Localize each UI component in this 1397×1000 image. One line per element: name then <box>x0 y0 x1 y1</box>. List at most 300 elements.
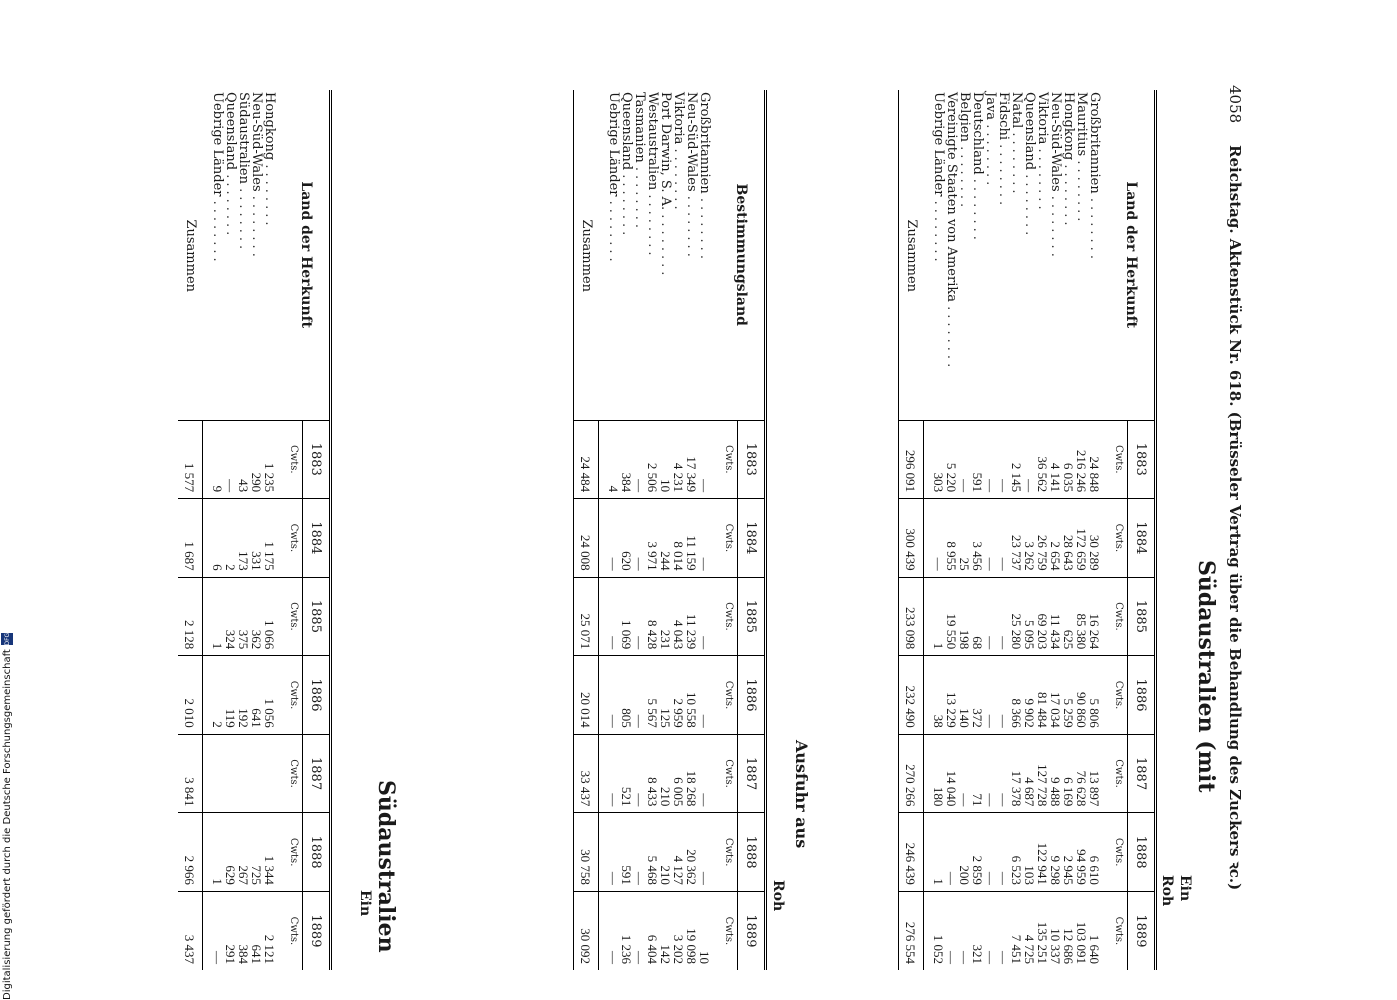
table-cell: — <box>633 891 646 970</box>
table-cell: 76 628 <box>1075 734 1088 813</box>
table-cell: 10 <box>659 420 672 499</box>
unit-label: Cwts. <box>719 656 738 735</box>
table-cell: 805 <box>620 656 633 735</box>
table-cell: — <box>958 891 971 970</box>
row-label: Uebrige Länder <box>210 92 225 197</box>
table-cell: 1 056 <box>263 656 276 735</box>
row-label: Südaustralien <box>236 92 251 184</box>
year-header: 1889 <box>1128 891 1156 970</box>
table-cell: — <box>945 813 958 892</box>
table-row: Westaustralien ........ 2 506 3 971 8 428 5 567 8 433 5 468 6 404 <box>646 90 659 970</box>
table-cell: 119 <box>224 656 237 735</box>
table-cell: — <box>932 499 945 578</box>
table-cell: 6 005 <box>672 734 685 813</box>
table-cell <box>211 734 224 813</box>
table-cell: 142 <box>659 891 672 970</box>
table-cell: 5 259 <box>1062 656 1075 735</box>
table-cell: 4 <box>607 420 620 499</box>
table-cell: 2 <box>211 656 224 735</box>
row-label: Deutschland <box>970 92 985 175</box>
row-label: Tasmanien <box>632 92 647 163</box>
table-cell: — <box>607 577 620 656</box>
year-header: 1888 <box>303 813 331 892</box>
table-cell: — <box>997 734 1010 813</box>
table-cell: 12 686 <box>1062 891 1075 970</box>
table-cell: 267 <box>237 813 250 892</box>
total-cell: 1 687 <box>178 499 203 578</box>
table-cell: — <box>211 891 224 970</box>
table-row: Port Darwin, S. A. ........ 10 244 231 125 210 210 142 <box>659 90 672 970</box>
row-label: Hongkong <box>1061 92 1076 161</box>
table-cell: 210 <box>659 734 672 813</box>
table-cell: 103 <box>1023 813 1036 892</box>
table-cell: 291 <box>224 891 237 970</box>
table-cell: 1 <box>211 577 224 656</box>
table-cell: 140 <box>958 656 971 735</box>
funding-text: Digitalisierung gefördert durch die Deutsche Forschungsgemeinschaft <box>1 649 13 1000</box>
total-label: Zusammen <box>182 219 198 293</box>
table-cell: 384 <box>620 420 633 499</box>
table-cell: 14 040 <box>945 734 958 813</box>
table-cell <box>263 734 276 813</box>
table-row: Queensland ........ — 3 262 5 095 9 902 4 687 103 4 725 <box>1023 90 1036 970</box>
year-header: 1889 <box>303 891 331 970</box>
table-cell: 81 484 <box>1036 656 1049 735</box>
table-row: Neu-Süd-Wales ........ 17 349 11 159 11 239 10 558 18 268 20 362 19 098 <box>685 90 698 970</box>
unit-label: Cwts. <box>719 813 738 892</box>
table-cell: — <box>945 891 958 970</box>
label-header: Land der Herkunft <box>1123 181 1140 329</box>
table-cell: 200 <box>958 813 971 892</box>
table-cell: 2 506 <box>646 420 659 499</box>
table-row: Neu-Süd-Wales ........ 290 331 362 641 725 641 <box>250 90 263 970</box>
row-label: Fidschi <box>996 92 1011 140</box>
table-cell: 19 098 <box>685 891 698 970</box>
table-cell: 11 239 <box>685 577 698 656</box>
table-cell: 2 <box>224 499 237 578</box>
table-cell: — <box>958 420 971 499</box>
table-cell: — <box>633 734 646 813</box>
year-header: 1887 <box>1128 734 1156 813</box>
table-cell: 641 <box>250 656 263 735</box>
table-cell: — <box>997 499 1010 578</box>
table-cell: 6 035 <box>1062 420 1075 499</box>
table-cell: — <box>224 420 237 499</box>
table-row: Uebrige Länder ........ 4 — — — — — — <box>607 90 620 970</box>
table-cell: 2 859 <box>971 813 984 892</box>
unit-label: Cwts. <box>284 420 303 499</box>
table-cell: 1 052 <box>932 891 945 970</box>
table-cell: 1 235 <box>263 420 276 499</box>
page-header <box>1223 85 1247 965</box>
table-cell: — <box>984 420 997 499</box>
unit-label: Cwts. <box>719 577 738 656</box>
table-cell: — <box>984 813 997 892</box>
year-header: 1885 <box>1128 577 1156 656</box>
table-cell: 372 <box>971 656 984 735</box>
total-cell: 30 758 <box>574 813 599 892</box>
table-cell: 173 <box>237 499 250 578</box>
table-cell: 25 <box>958 499 971 578</box>
table-cell: 103 091 <box>1075 891 1088 970</box>
label-header: Bestimmungsland <box>733 183 750 326</box>
table-cell: 290 <box>250 420 263 499</box>
unit-label: Cwts. <box>284 813 303 892</box>
total-cell: 25 071 <box>574 577 599 656</box>
table-cell: — <box>607 499 620 578</box>
table-cell: 13 897 <box>1088 734 1101 813</box>
table-cell: 9 488 <box>1049 734 1062 813</box>
table-row: Queensland ........ — 2 324 119 629 291 <box>224 90 237 970</box>
table-cell: 591 <box>620 813 633 892</box>
row-label: Queensland <box>1022 92 1037 171</box>
year-header: 1884 <box>1128 499 1156 578</box>
table-cell: — <box>698 420 711 499</box>
total-cell: 300 439 <box>899 499 924 578</box>
table-cell: 180 <box>932 734 945 813</box>
total-cell: 2 010 <box>178 656 203 735</box>
table-cell: 17 349 <box>685 420 698 499</box>
table-cell: — <box>984 891 997 970</box>
table-cell: — <box>607 891 620 970</box>
total-row <box>178 90 203 970</box>
table-cell: 68 <box>971 577 984 656</box>
total-cell: 2 966 <box>178 813 203 892</box>
table-cell: — <box>997 656 1010 735</box>
table-cell: 2 121 <box>263 891 276 970</box>
table-cell: 85 380 <box>1075 577 1088 656</box>
table-cell: 629 <box>224 813 237 892</box>
table-cell: — <box>958 734 971 813</box>
total-cell: 24 008 <box>574 499 599 578</box>
unit-label: Cwts. <box>284 891 303 970</box>
row-label: Port Darwin, S. A. <box>658 92 673 211</box>
total-cell: 3 841 <box>178 734 203 813</box>
table-cell: 321 <box>971 891 984 970</box>
year-header: 1886 <box>738 656 766 735</box>
total-cell: 20 014 <box>574 656 599 735</box>
unit-label: Cwts. <box>719 891 738 970</box>
table-cell: 18 268 <box>685 734 698 813</box>
funding-note <box>0 605 14 1000</box>
table-cell: 172 659 <box>1075 499 1088 578</box>
table-cell: 16 264 <box>1088 577 1101 656</box>
table-cell: 69 203 <box>1036 577 1049 656</box>
table-cell: 9 298 <box>1049 813 1062 892</box>
table-cell: — <box>633 813 646 892</box>
year-header: 1886 <box>303 656 331 735</box>
section2-subtitle: Roh <box>770 880 786 912</box>
unit-label: Cwts. <box>1109 499 1128 578</box>
table-cell: 1 <box>932 813 945 892</box>
table-cell: 30 289 <box>1088 499 1101 578</box>
table-cell: 216 246 <box>1075 420 1088 499</box>
table-cell <box>250 734 263 813</box>
table-row: Mauritius ........ 216 246 172 659 85 380 90 860 76 628 94 959 103 091 <box>1075 90 1088 970</box>
table-cell: 641 <box>250 891 263 970</box>
total-cell: 232 490 <box>899 656 924 735</box>
row-label: Großbritannien <box>1087 92 1102 194</box>
year-header: 1884 <box>303 499 331 578</box>
table-row: Natal ........ 2 145 23 737 25 280 8 366 17 378 6 523 7 451 <box>1010 90 1023 970</box>
year-header: 1888 <box>738 813 766 892</box>
table-cell <box>224 734 237 813</box>
table-cell: 1 236 <box>620 891 633 970</box>
table-cell: 17 034 <box>1049 656 1062 735</box>
table-cell: 384 <box>237 891 250 970</box>
export-table <box>573 90 767 970</box>
table-cell: 36 562 <box>1036 420 1049 499</box>
table-row: Belgien ........ — 25 198 140 — 200 — <box>958 90 971 970</box>
table-row: Fidschi ........ — — — — — — — <box>997 90 1010 970</box>
table-cell: 244 <box>659 499 672 578</box>
section2-title: Ausfuhr aus <box>792 740 811 849</box>
row-label: Belgien <box>957 92 972 142</box>
table-cell: 620 <box>620 499 633 578</box>
table-cell: 28 643 <box>1062 499 1075 578</box>
table-cell: 4 687 <box>1023 734 1036 813</box>
table-cell: — <box>607 813 620 892</box>
table-cell: — <box>698 499 711 578</box>
year-header: 1885 <box>303 577 331 656</box>
table-cell: 4 043 <box>672 577 685 656</box>
table-cell: 3 456 <box>971 499 984 578</box>
section1-subtitle2: Roh <box>1159 875 1175 907</box>
row-label: Neu-Süd-Wales <box>684 92 699 192</box>
total-cell: 246 439 <box>899 813 924 892</box>
table-cell: 90 860 <box>1075 656 1088 735</box>
unit-label: Cwts. <box>1109 734 1128 813</box>
year-header: 1887 <box>738 734 766 813</box>
table-cell: — <box>633 420 646 499</box>
table-row: Viktoria ........ 4 231 8 014 4 043 2 959 6 005 4 127 3 202 <box>672 90 685 970</box>
table-row: Neu-Süd-Wales ........ 4 141 2 654 11 434 17 034 9 488 9 298 10 337 <box>1049 90 1062 970</box>
unit-label: Cwts. <box>284 656 303 735</box>
table-cell: 8 428 <box>646 577 659 656</box>
table-cell: 4 141 <box>1049 420 1062 499</box>
unit-label: Cwts. <box>284 577 303 656</box>
year-header: 1886 <box>1128 656 1156 735</box>
row-label: Großbritannien <box>697 92 712 194</box>
unit-label: Cwts. <box>1109 577 1128 656</box>
table-cell: 5 806 <box>1088 656 1101 735</box>
table-cell: 5 468 <box>646 813 659 892</box>
total-row <box>899 90 924 970</box>
row-label: Uebrige Länder <box>931 92 946 197</box>
table-cell: 19 550 <box>945 577 958 656</box>
table-cell: 2 945 <box>1062 813 1075 892</box>
table-cell: 625 <box>1062 577 1075 656</box>
table-cell: 4 231 <box>672 420 685 499</box>
table-row: Deutschland ........ 591 3 456 68 372 71 2 859 321 <box>971 90 984 970</box>
table-cell: — <box>698 656 711 735</box>
table-row: Großbritannien ........ 24 848 30 289 16 264 5 806 13 897 6 610 1 640 <box>1088 90 1101 970</box>
table-cell: — <box>997 577 1010 656</box>
table-cell: 125 <box>659 656 672 735</box>
table-cell: 6 610 <box>1088 813 1101 892</box>
section3-title: Südaustralien <box>373 780 399 953</box>
table-cell: 1 344 <box>263 813 276 892</box>
table-cell: 6 404 <box>646 891 659 970</box>
table-cell: 1 069 <box>620 577 633 656</box>
table-cell: 4 127 <box>672 813 685 892</box>
section1-title: Südaustralien (mit <box>1193 560 1219 793</box>
table-row: Südaustralien ........ 43 173 375 192 267 384 <box>237 90 250 970</box>
year-header: 1889 <box>738 891 766 970</box>
row-label: Uebrige Länder <box>606 92 621 197</box>
table-cell: — <box>698 577 711 656</box>
table-cell: — <box>984 734 997 813</box>
table-cell: — <box>984 577 997 656</box>
table-cell: 1 <box>932 577 945 656</box>
total-cell: 276 554 <box>899 891 924 970</box>
row-label: Viktoria <box>671 92 686 145</box>
table-cell: — <box>607 734 620 813</box>
table-cell: — <box>607 656 620 735</box>
table-cell: 362 <box>250 577 263 656</box>
header-text: Reichstag. Aktenstück Nr. 618. (Brüsseler Vertrag über die Behandlung des Zuckers ꝛc.) <box>1226 145 1245 891</box>
total-cell: 270 266 <box>899 734 924 813</box>
table-cell: 521 <box>620 734 633 813</box>
table-cell: — <box>633 499 646 578</box>
table-cell: 10 558 <box>685 656 698 735</box>
table-cell: 122 941 <box>1036 813 1049 892</box>
table-cell: 1 <box>211 813 224 892</box>
unit-label: Cwts. <box>1109 656 1128 735</box>
year-header: 1887 <box>303 734 331 813</box>
year-header: 1884 <box>738 499 766 578</box>
table-cell: 11 434 <box>1049 577 1062 656</box>
table-cell: 5 567 <box>646 656 659 735</box>
table-cell: 8 014 <box>672 499 685 578</box>
table-cell: — <box>1023 420 1036 499</box>
table-row: Queensland ........ 384 620 1 069 805 521 591 1 236 <box>620 90 633 970</box>
table-cell: 20 362 <box>685 813 698 892</box>
table-cell: 198 <box>958 577 971 656</box>
row-label: Hongkong <box>262 92 277 161</box>
row-label: Vereinigte Staaten von Amerika <box>944 92 959 302</box>
total-cell: 1 577 <box>178 420 203 499</box>
table-cell: 7 451 <box>1010 891 1023 970</box>
table-cell: 24 848 <box>1088 420 1101 499</box>
table-cell: — <box>997 813 1010 892</box>
total-cell: 24 484 <box>574 420 599 499</box>
table-cell: 2 654 <box>1049 499 1062 578</box>
table-row: Java ........ — — — — — — — <box>984 90 997 970</box>
total-label: Zusammen <box>903 219 919 293</box>
table-cell: 324 <box>224 577 237 656</box>
section3-subtitle: Ein <box>357 890 373 917</box>
table-cell: 17 378 <box>1010 734 1023 813</box>
table-cell: 5 220 <box>945 420 958 499</box>
table-cell: 13 229 <box>945 656 958 735</box>
table-cell: 8 366 <box>1010 656 1023 735</box>
table-cell: 192 <box>237 656 250 735</box>
import-table-2 <box>178 90 332 970</box>
table-cell: 5 095 <box>1023 577 1036 656</box>
table-cell: 591 <box>971 420 984 499</box>
table-cell: 331 <box>250 499 263 578</box>
year-header: 1883 <box>303 420 331 499</box>
year-header: 1883 <box>738 420 766 499</box>
table-cell: — <box>633 656 646 735</box>
table-row: Hongkong ........ 1 235 1 175 1 066 1 056 1 344 2 121 <box>263 90 276 970</box>
table-cell: — <box>633 577 646 656</box>
table-cell: 3 971 <box>646 499 659 578</box>
unit-label: Cwts. <box>1109 813 1128 892</box>
row-label: Mauritius <box>1074 92 1089 157</box>
table-cell: 6 <box>211 499 224 578</box>
table-cell: 26 759 <box>1036 499 1049 578</box>
table-cell: 1 066 <box>263 577 276 656</box>
label-header: Land der Herkunft <box>298 181 315 329</box>
table-row: Tasmanien ........ — — — — — — — <box>633 90 646 970</box>
table-cell: 11 159 <box>685 499 698 578</box>
row-label: Queensland <box>223 92 238 171</box>
table-cell: 3 262 <box>1023 499 1036 578</box>
table-cell: 94 959 <box>1075 813 1088 892</box>
table-cell: 8 955 <box>945 499 958 578</box>
unit-label: Cwts. <box>719 499 738 578</box>
unit-label: Cwts. <box>719 420 738 499</box>
total-cell: 233 098 <box>899 577 924 656</box>
unit-label: Cwts. <box>284 499 303 578</box>
unit-label: Cwts. <box>719 734 738 813</box>
table-cell <box>237 734 250 813</box>
total-label: Zusammen <box>578 219 594 293</box>
table-row: Vereinigte Staaten von Amerika ........ 5 220 8 955 19 550 13 229 14 040 — — <box>945 90 958 970</box>
table-row: Hongkong ........ 6 035 28 643 625 5 259 6 169 2 945 12 686 <box>1062 90 1075 970</box>
table-cell: — <box>698 813 711 892</box>
table-cell: 8 433 <box>646 734 659 813</box>
table-cell: — <box>984 499 997 578</box>
total-cell: 2 128 <box>178 577 203 656</box>
table-cell: 71 <box>971 734 984 813</box>
table-cell: 38 <box>932 656 945 735</box>
row-label: Java <box>983 92 998 121</box>
table-cell: — <box>698 734 711 813</box>
table-cell: 9 <box>211 420 224 499</box>
table-cell: 9 902 <box>1023 656 1036 735</box>
table-cell: 135 251 <box>1036 891 1049 970</box>
unit-label: Cwts. <box>1109 891 1128 970</box>
row-label: Westaustralien <box>645 92 660 191</box>
total-cell: 30 092 <box>574 891 599 970</box>
import-table-1 <box>898 90 1157 970</box>
table-cell: 375 <box>237 577 250 656</box>
row-label: Queensland <box>619 92 634 171</box>
page-number: 4058 <box>1226 85 1245 124</box>
table-row: Uebrige Länder ........ 303 — 1 38 180 1 1 052 <box>932 90 945 970</box>
table-cell: 10 337 <box>1049 891 1062 970</box>
total-row <box>574 90 599 970</box>
table-cell: 3 202 <box>672 891 685 970</box>
table-cell: 25 280 <box>1010 577 1023 656</box>
table-cell: — <box>984 656 997 735</box>
dfg-logo-icon: DFG <box>1 633 13 645</box>
table-cell: 2 145 <box>1010 420 1023 499</box>
table-cell: — <box>997 420 1010 499</box>
total-cell: 296 091 <box>899 420 924 499</box>
row-label: Neu-Süd-Wales <box>1048 92 1063 192</box>
table-row: Viktoria ........ 36 562 26 759 69 203 81 484 127 728 122 941 135 251 <box>1036 90 1049 970</box>
table-cell: 1 175 <box>263 499 276 578</box>
table-cell: 43 <box>237 420 250 499</box>
table-cell: 2 959 <box>672 656 685 735</box>
year-header: 1885 <box>738 577 766 656</box>
table-cell: 4 725 <box>1023 891 1036 970</box>
table-cell: 127 728 <box>1036 734 1049 813</box>
